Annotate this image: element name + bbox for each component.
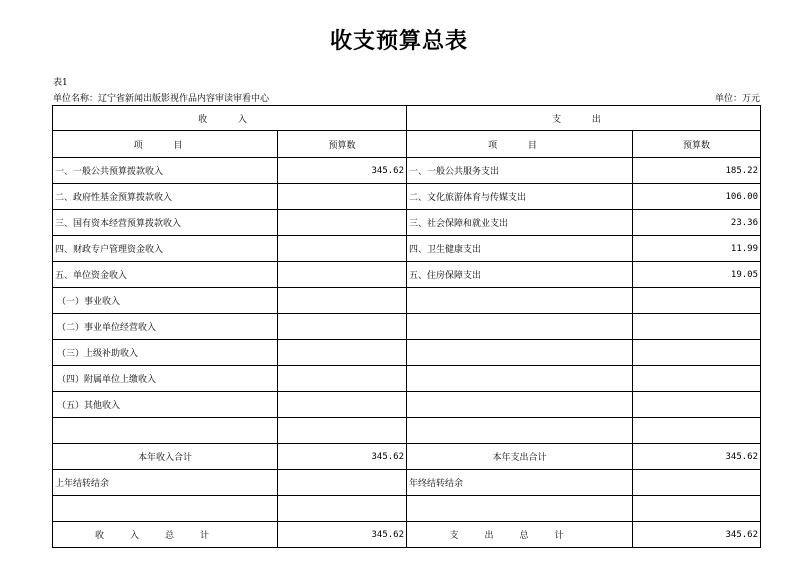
expense-item: 一、一般公共服务支出: [407, 158, 633, 184]
expense-budget-header: 预算数: [633, 131, 761, 158]
column-header-row: [53, 131, 761, 158]
income-item: （五）其他收入: [53, 392, 278, 418]
expense-amount: 185.22: [633, 158, 761, 184]
income-amount: [278, 340, 407, 366]
table-number: 表1: [53, 78, 68, 88]
year-end-carryover-label: 年终结转结余: [407, 470, 633, 496]
section-header-row: [53, 106, 761, 131]
table-row: [53, 184, 761, 210]
table-row: [53, 314, 761, 340]
income-item: 三、国有资本经营预算拨款收入: [53, 210, 278, 236]
blank-cell: [278, 496, 407, 522]
table-row: [53, 392, 761, 418]
table-row: [53, 262, 761, 288]
income-item-header: 项 目: [53, 131, 278, 158]
expense-amount: 19.05: [633, 262, 761, 288]
income-amount: [278, 210, 407, 236]
expense-amount: [633, 340, 761, 366]
table-row: [53, 236, 761, 262]
unit-name: 单位名称：辽宁省新闻出版影视作品内容审读审看中心: [53, 94, 270, 104]
income-amount: [278, 314, 407, 340]
prior-year-carryover-amount: [278, 470, 407, 496]
income-item: 五、单位资金收入: [53, 262, 278, 288]
expense-item: [407, 340, 633, 366]
income-item: （二）事业单位经营收入: [53, 314, 278, 340]
year-expense-total-label: 本年支出合计: [407, 444, 633, 470]
income-item: 四、财政专户管理资金收入: [53, 236, 278, 262]
expense-amount: [633, 366, 761, 392]
income-budget-header: 预算数: [278, 131, 407, 158]
year-expense-total-amount: 345.62: [633, 444, 761, 470]
expense-item: [407, 288, 633, 314]
income-item: （三）上级补助收入: [53, 340, 278, 366]
income-amount: [278, 418, 407, 444]
expense-item: 三、社会保障和就业支出: [407, 210, 633, 236]
expense-item: 五、住房保障支出: [407, 262, 633, 288]
expense-amount: 106.00: [633, 184, 761, 210]
expense-amount: [633, 418, 761, 444]
expense-grand-total-amount: 345.62: [633, 522, 761, 548]
income-item: [53, 418, 278, 444]
expense-item: [407, 314, 633, 340]
blank-cell: [407, 496, 633, 522]
year-income-total-label: 本年收入合计: [53, 444, 278, 470]
income-section-header: 收 入: [53, 106, 407, 131]
expense-item: [407, 418, 633, 444]
currency-unit: 单位：万元: [714, 94, 760, 104]
year-income-total-amount: 345.62: [278, 444, 407, 470]
income-amount: 345.62: [278, 158, 407, 184]
expense-amount: [633, 288, 761, 314]
expense-amount: [633, 392, 761, 418]
expense-item: [407, 392, 633, 418]
expense-amount: [633, 314, 761, 340]
carry-over-row: [53, 470, 761, 496]
table-row: [53, 366, 761, 392]
budget-table: [52, 105, 761, 548]
year-end-carryover-amount: [633, 470, 761, 496]
expense-item: 四、卫生健康支出: [407, 236, 633, 262]
blank-cell: [53, 496, 278, 522]
income-amount: [278, 262, 407, 288]
income-amount: [278, 184, 407, 210]
income-item: （一）事业收入: [53, 288, 278, 314]
page-title: 收支预算总表: [329, 29, 468, 54]
income-amount: [278, 288, 407, 314]
expense-item: 二、文化旅游体育与传媒支出: [407, 184, 633, 210]
blank-cell: [633, 496, 761, 522]
table-row: [53, 340, 761, 366]
income-item: 一、一般公共预算拨款收入: [53, 158, 278, 184]
expense-section-header: 支 出: [407, 106, 761, 131]
income-amount: [278, 236, 407, 262]
income-item: 二、政府性基金预算拨款收入: [53, 184, 278, 210]
table-row: [53, 210, 761, 236]
table-row: [53, 158, 761, 184]
expense-amount: 11.99: [633, 236, 761, 262]
income-grand-total-amount: 345.62: [278, 522, 407, 548]
expense-item-header: 项 目: [407, 131, 633, 158]
prior-year-carryover-label: 上年结转结余: [53, 470, 278, 496]
income-item: （四）附属单位上缴收入: [53, 366, 278, 392]
table-row: [53, 418, 761, 444]
table-row: [53, 288, 761, 314]
expense-item: [407, 366, 633, 392]
expense-grand-total-label: 支出总计: [407, 522, 633, 548]
expense-amount: 23.36: [633, 210, 761, 236]
income-amount: [278, 366, 407, 392]
income-amount: [278, 392, 407, 418]
blank-row: [53, 496, 761, 522]
grand-total-row: [53, 522, 761, 548]
year-total-row: [53, 444, 761, 470]
income-grand-total-label: 收入总计: [53, 522, 278, 548]
